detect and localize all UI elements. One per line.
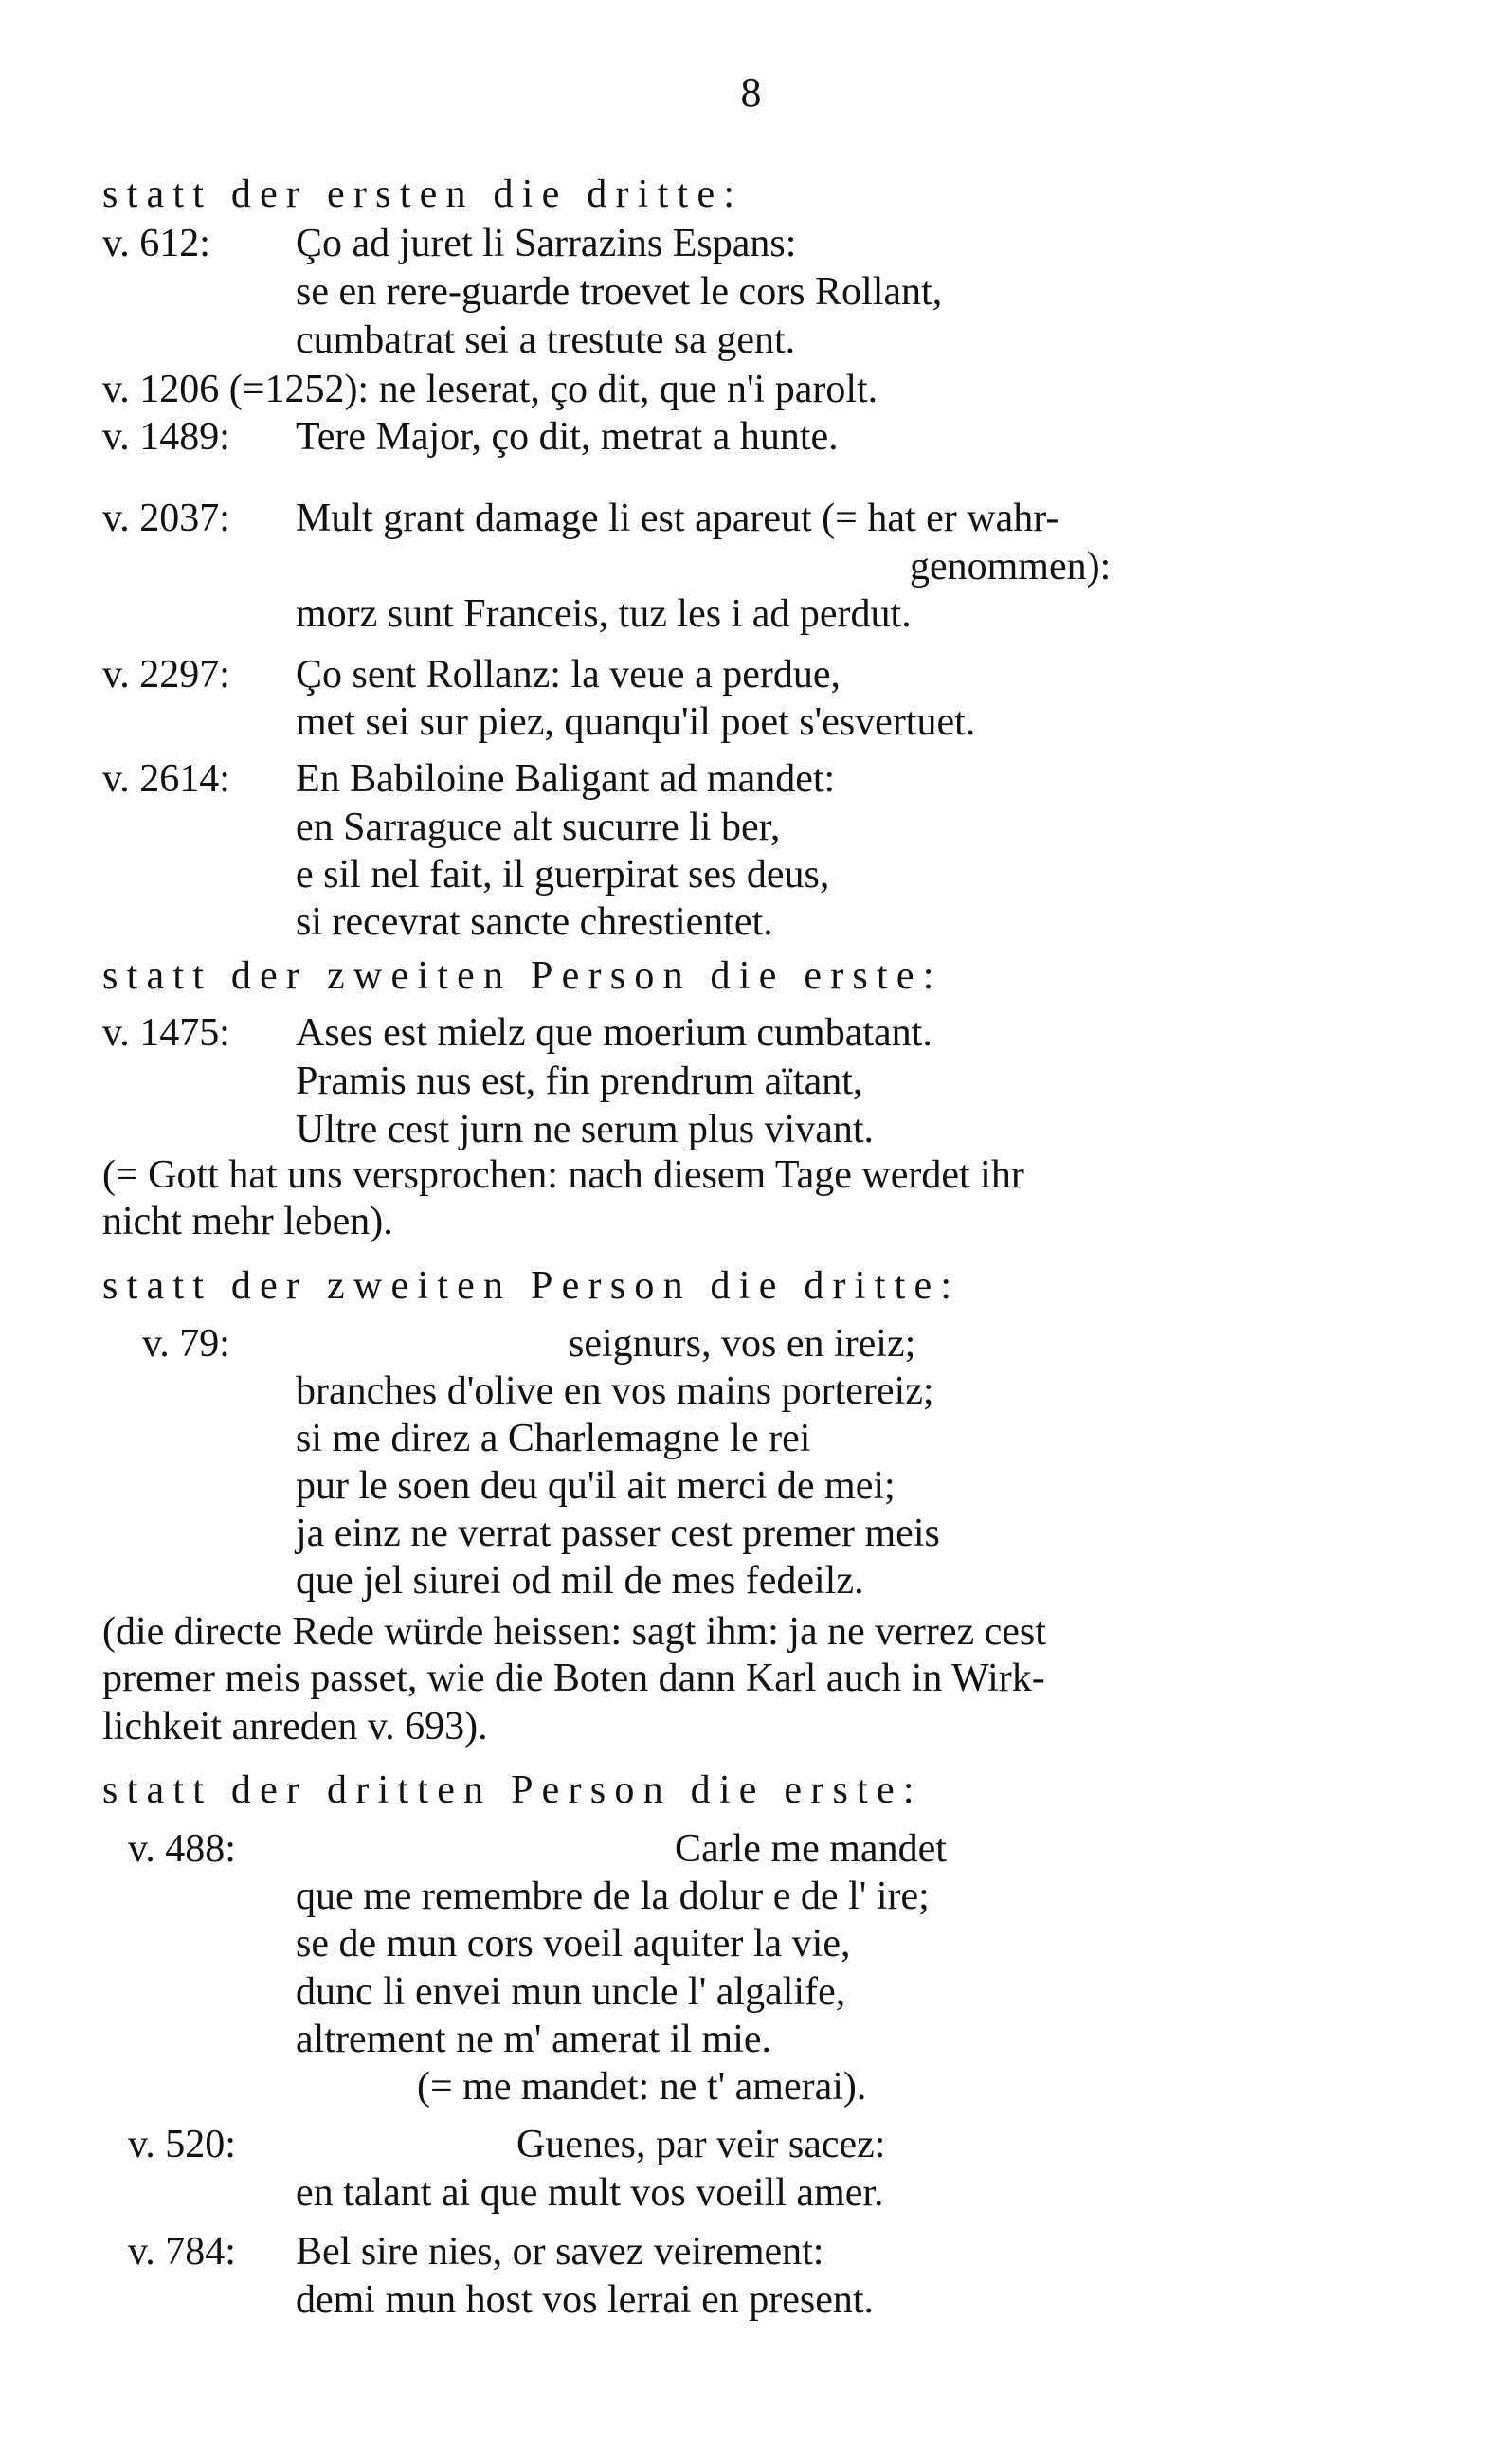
prose-line: (die directe Rede würde heissen: sagt ihm: ja ne verrez cest: [102, 1610, 1046, 1654]
verse-ref: v. 2614:: [102, 757, 230, 801]
verse-ref: v. 1475:: [102, 1011, 230, 1055]
verse-line: Bel sire nies, or savez veirement:: [296, 2230, 824, 2274]
verse-line: Carle me mandet: [675, 1827, 947, 1871]
prose-line: lichkeit anreden v. 693).: [102, 1705, 488, 1748]
verse-ref: v. 612:: [102, 222, 210, 265]
verse-ref: v. 488:: [128, 1827, 236, 1871]
verse-ref: v. 2297:: [102, 653, 230, 697]
section-heading: statt der ersten die dritte:: [102, 172, 744, 216]
verse-line: Pramis nus est, fin prendrum aïtant,: [296, 1060, 863, 1103]
verse-line: Ultre cest jurn ne serum plus vivant.: [296, 1108, 875, 1151]
prose-line: premer meis passet, wie die Boten dann Karl auch in Wirk-: [102, 1657, 1045, 1700]
verse-line: En Babiloine Baligant ad mandet:: [296, 757, 836, 801]
verse-line: Tere Major, ço dit, metrat a hunte.: [296, 415, 839, 459]
verse-line: e sil nel fait, il guerpirat ses deus,: [296, 853, 830, 897]
verse-line: Ço sent Rollanz: la veue a perdue,: [296, 653, 841, 697]
verse-line: ja einz ne verrat passer cest premer meis: [296, 1512, 940, 1555]
prose-line: nicht mehr leben).: [102, 1200, 393, 1243]
page-number: 8: [740, 69, 762, 116]
verse-line: seignurs, vos en ireiz;: [569, 1322, 916, 1366]
verse-line: se en rere-guarde troevet le cors Rollant,: [296, 270, 943, 314]
verse-line: Guenes, par veir sacez:: [516, 2123, 886, 2166]
prose-line: (= Gott hat uns versprochen: nach diesem Tage werdet ihr: [102, 1153, 1024, 1197]
verse-line: cumbatrat sei a trestute sa gent.: [296, 318, 796, 362]
verse-line: altrement ne m' amerat il mie.: [296, 2018, 772, 2061]
verse-ref: v. 2037:: [102, 497, 230, 540]
verse-line: Mult grant damage li est apareut (= hat er wahr-: [296, 497, 1059, 540]
verse-line: que jel siurei od mil de mes fedeilz.: [296, 1559, 864, 1603]
verse-line: en Sarraguce alt sucurre li ber,: [296, 806, 781, 849]
verse-ref: v. 79:: [142, 1322, 230, 1366]
verse-line: v. 1206 (=1252): ne leserat, ço dit, que n'i parolt.: [102, 368, 878, 411]
verse-line: se de mun cors voeil aquiter la vie,: [296, 1922, 851, 1966]
verse-line: si recevrat sancte chrestientet.: [296, 900, 773, 944]
verse-line: branches d'olive en vos mains portereiz;: [296, 1369, 934, 1413]
verse-line: morz sunt Franceis, tuz les i ad perdut.: [296, 592, 912, 636]
verse-line: genommen):: [910, 545, 1112, 589]
verse-line: Ases est mielz que moerium cumbatant.: [296, 1011, 932, 1055]
verse-line: si me direz a Charlemagne le rei: [296, 1417, 811, 1460]
verse-line: que me remembre de la dolur e de l' ire;: [296, 1875, 930, 1918]
verse-line: Ço ad juret li Sarrazins Espans:: [296, 222, 797, 265]
section-heading: statt der zweiten Person die erste:: [102, 954, 943, 998]
verse-line: met sei sur piez, quanqu'il poet s'esvertuet.: [296, 700, 976, 744]
verse-ref: v. 1489:: [102, 415, 230, 459]
verse-line: (= me mandet: ne t' amerai).: [417, 2065, 867, 2109]
verse-line: demi mun host vos lerrai en present.: [296, 2278, 875, 2322]
verse-line: en talant ai que mult vos voeill amer.: [296, 2171, 884, 2215]
verse-ref: v. 784:: [128, 2230, 236, 2274]
verse-ref: v. 520:: [128, 2123, 236, 2166]
section-heading: statt der zweiten Person die dritte:: [102, 1264, 961, 1308]
verse-line: pur le soen deu qu'il ait merci de mei;: [296, 1464, 896, 1508]
verse-line: dunc li envei mun uncle l' algalife,: [296, 1970, 846, 2014]
section-heading: statt der dritten Person die erste:: [102, 1768, 923, 1812]
